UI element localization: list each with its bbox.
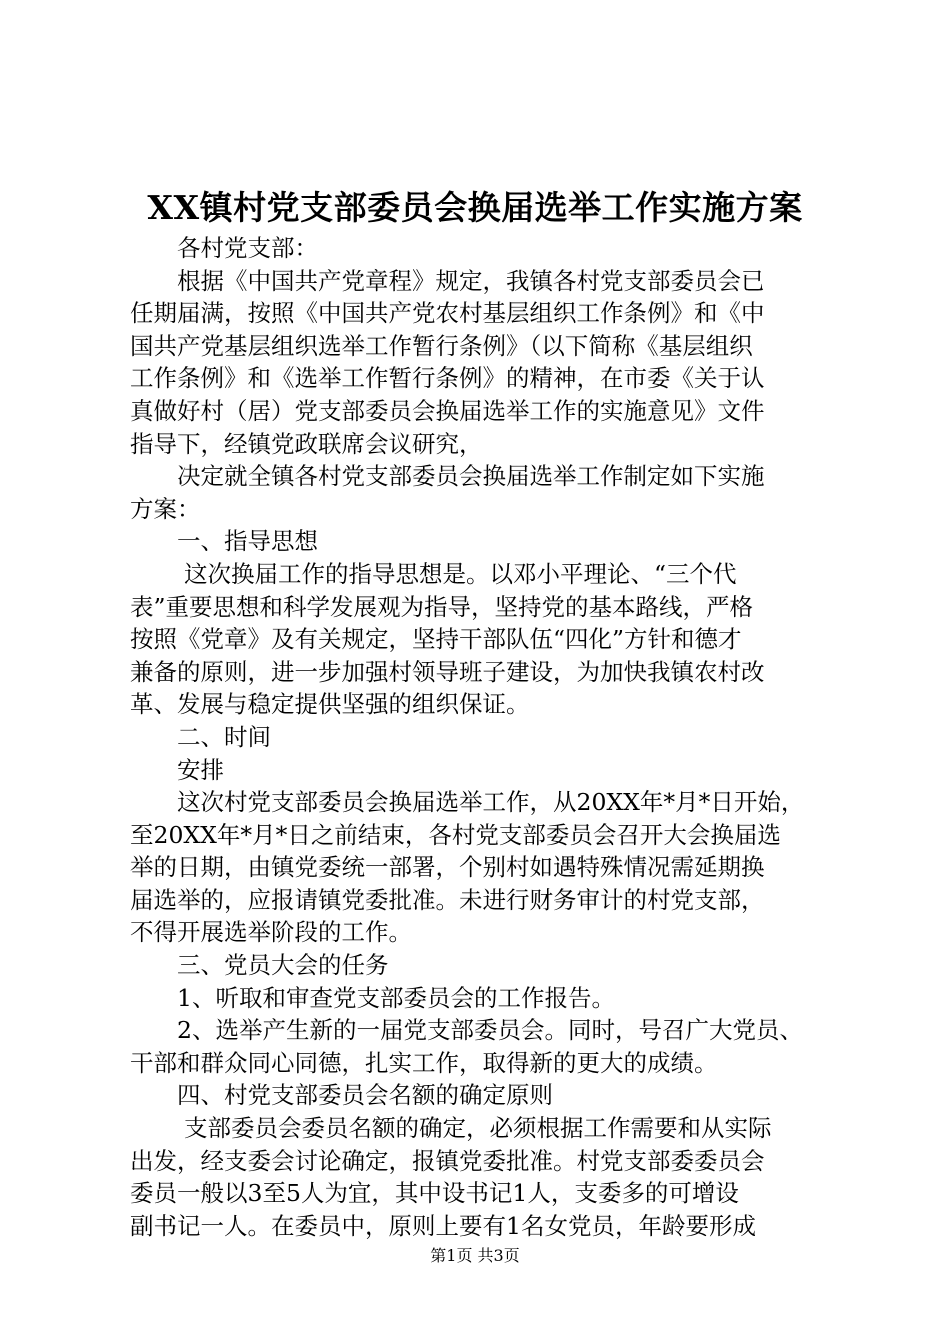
paragraph-line: 根据《中国共产党章程》规定，我镇各村党支部委员会已 — [177, 266, 765, 295]
paragraph-line: 国共产党基层组织选举工作暂行条例》（以下简称《基层组织 — [130, 331, 753, 360]
section-heading: 四、村党支部委员会名额的确定原则 — [177, 1081, 553, 1110]
paragraph-line: 表”重要思想和科学发展观为指导，坚持党的基本路线，严格 — [130, 592, 754, 621]
paragraph-line: 工作条例》和《选举工作暂行条例》的精神，在市委《关于认 — [130, 364, 765, 393]
paragraph-line: 方案： — [130, 494, 201, 523]
section-heading: 二、时间 — [177, 722, 271, 751]
paragraph-line: 副书记一人。在委员中，原则上要有1名女党员，年龄要形成 — [130, 1211, 756, 1240]
paragraph-line: 支部委员会委员名额的确定，必须根据工作需要和从实际 — [184, 1114, 772, 1143]
paragraph-line: 这次换届工作的指导思想是。以邓小平理论、“三个代 — [184, 559, 737, 588]
paragraph-line: 至20XX年*月*日之前结束，各村党支部委员会召开大会换届选 — [130, 820, 781, 849]
paragraph-line: 兼备的原则，进一步加强村领导班子建设，为加快我镇农村改 — [130, 657, 765, 686]
paragraph-line: 举的日期，由镇党委统一部署，个别村如遇特殊情况需延期换 — [130, 853, 765, 882]
paragraph-line: 真做好村（居）党支部委员会换届选举工作的实施意见》文件 — [130, 396, 765, 425]
paragraph-line: 委员一般以3至5人为宜，其中设书记1人，支委多的可增设 — [130, 1179, 739, 1208]
paragraph-line: 革、发展与稳定提供坚强的组织保证。 — [130, 690, 530, 719]
paragraph-line: 干部和群众同心同德，扎实工作，取得新的更大的成绩。 — [130, 1048, 718, 1077]
paragraph-line: 出发，经支委会讨论确定，报镇党委批准。村党支部委委员会 — [130, 1146, 765, 1175]
section-heading: 三、党员大会的任务 — [177, 951, 389, 980]
section-heading: 一、指导思想 — [177, 527, 318, 556]
paragraph-line: 届选举的，应报请镇党委批准。未进行财务审计的村党支部， — [130, 885, 765, 914]
paragraph-line: 决定就全镇各村党支部委员会换届选举工作制定如下实施 — [177, 462, 765, 491]
list-item: 2、选举产生新的一届党支部委员会。同时，号召广大党员、 — [177, 1016, 803, 1045]
paragraph-line: 这次村党支部委员会换届选举工作，从20XX年*月*日开始， — [177, 788, 805, 817]
paragraph-line: 安排 — [177, 755, 224, 784]
page-footer: 第1页 共3页 — [430, 1246, 520, 1265]
paragraph-line: 按照《党章》及有关规定，坚持干部队伍“四化”方针和德才 — [130, 625, 742, 654]
paragraph-line: 指导下，经镇党政联席会议研究， — [130, 429, 483, 458]
document-body — [130, 232, 840, 1242]
page-title: XX镇村党支部委员会换届选举工作实施方案 — [147, 188, 803, 227]
paragraph-line: 任期届满，按照《中国共产党农村基层组织工作条例》和《中 — [130, 299, 765, 328]
salutation-line: 各村党支部： — [177, 234, 318, 262]
list-item: 1、听取和审查党支部委员会的工作报告。 — [177, 983, 615, 1012]
paragraph-line: 不得开展选举阶段的工作。 — [130, 918, 412, 947]
